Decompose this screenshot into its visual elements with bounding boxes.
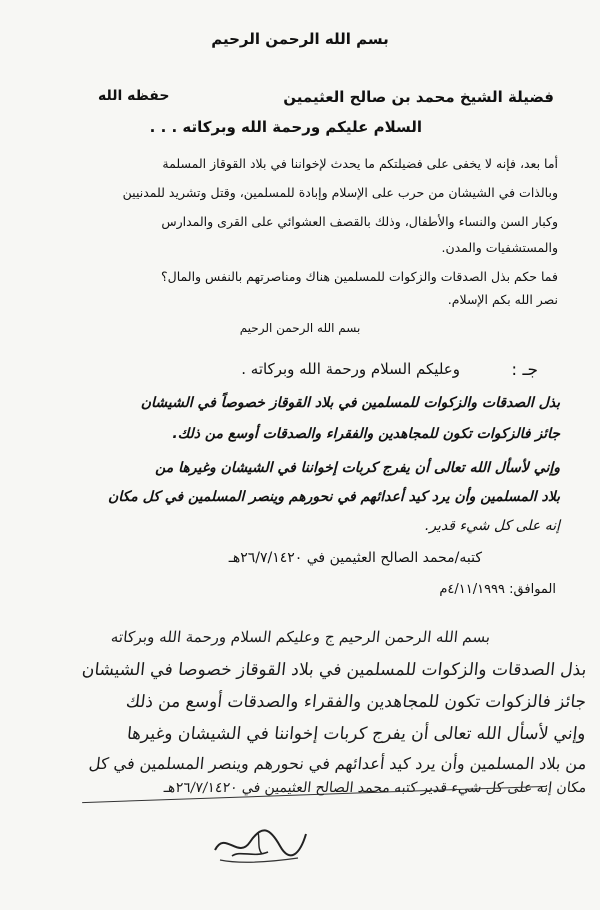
handwritten-line: من بلاد المسلمين وأن يرد كيد أعدائهم في نحورهم وينصر المسلمين في كل (87, 754, 587, 773)
honorific: حفظه الله (98, 88, 170, 104)
answer-line: بلاد المسلمين وأن يرد كيد أعدائهم في نحورهم وينصر المسلمين في كل مكان (108, 489, 560, 505)
question-line: نصر الله بكم الإسلام. (447, 292, 558, 307)
handwritten-line: بسم الله الرحمن الرحيم ج وعليكم السلام ورحمة الله وبركاته (109, 628, 491, 646)
question-line: أما بعد، فإنه لا يخفى على فضيلتكم ما يحدث لإخواننا في بلاد القوقاز المسلمة (162, 156, 558, 171)
signature (210, 820, 310, 865)
basmala-answer: بسم الله الرحمن الرحيم (239, 321, 361, 335)
basmala-header: بسم الله الرحمن الرحيم (211, 30, 389, 48)
greeting: السلام عليكم ورحمة الله وبركاته . . . (149, 118, 422, 136)
question-line: وبالذات في الشيشان من حرب على الإسلام وإبادة للمسلمين، وقتل وتشريد للمدنيين (122, 185, 558, 200)
signed-by: كتبه/محمد الصالح العثيمين في ٢٦/٧/١٤٢٠هـ (228, 550, 482, 566)
gregorian-date: الموافق: ٤/١١/١٩٩٩م (439, 582, 556, 597)
answer-line: جائز فالزكوات تكون للمجاهدين والفقراء والصدقات أوسع من ذلك. (172, 426, 560, 442)
answer-line: بذل الصدقات والزكوات للمسلمين في بلاد القوقاز خصوصاً في الشيشان (140, 395, 560, 411)
handwritten-line: جائز فالزكوات تكون للمجاهدين والفقراء والصدقات أوسع من ذلك (124, 692, 588, 712)
question-line: وكبار السن والنساء والأطفال، وذلك بالقصف العشوائي على القرى والمدارس (161, 214, 558, 229)
handwritten-line: بذل الصدقات والزكوات للمسلمين في بلاد القوقاز خصوصا في الشيشان (80, 660, 588, 680)
answer-label: جـ : (511, 360, 538, 380)
question-line: والمستشفيات والمدن. (441, 240, 558, 255)
answer-line: وإني لأسأل الله تعالى أن يفرج كربات إخواننا في الشيشان وغيرها من (155, 460, 560, 476)
answer-line: إنه على كل شيء قدير. (424, 518, 560, 534)
handwritten-line: وإني لأسأل الله تعالى أن يفرج كربات إخواننا في الشيشان وغيرها (126, 724, 588, 744)
addressee: فضيلة الشيخ محمد بن صالح العثيمين (283, 88, 554, 106)
handwritten-line: مكان إنه على كل شيء قدير كتبه محمد الصالح العثيمين في ٢٦/٧/١٤٢٠هـ (162, 780, 587, 796)
answer-greeting: وعليكم السلام ورحمة الله وبركاته . (241, 360, 460, 378)
handwritten-copy (50, 620, 600, 910)
question-line: فما حكم بذل الصدقات والزكوات للمسلمين هناك ومناصرتهم بالنفس والمال؟ (161, 269, 558, 284)
